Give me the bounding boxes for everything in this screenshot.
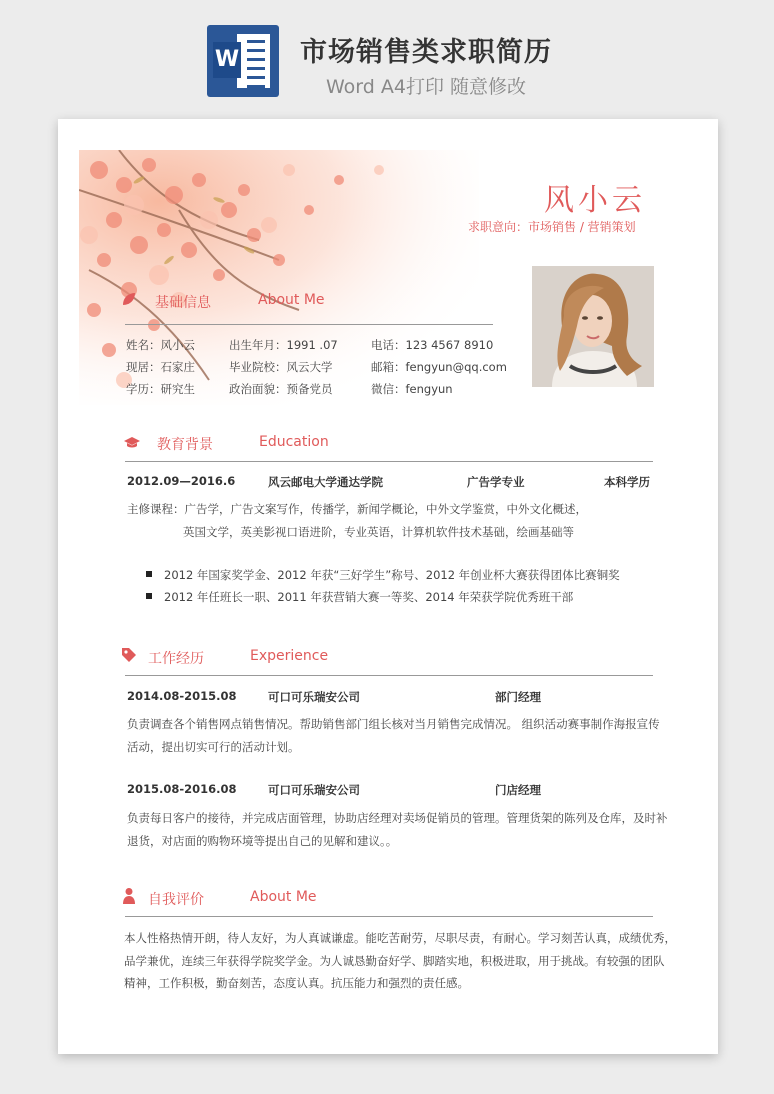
section-title-education: 教育背景 <box>157 437 213 453</box>
section-title-basic: 基础信息 <box>155 295 211 311</box>
graduation-cap-icon <box>123 434 139 450</box>
field-political: 政治面貌：预备党员 <box>229 382 333 396</box>
word-icon <box>207 25 279 97</box>
self-line: 精神，工作积极，勤奋刻苦，态度认真。抗压能力和强烈的责任感。 <box>124 976 469 990</box>
field-phone: 电话：123 4567 8910 <box>371 338 494 352</box>
job-company: 可口可乐瑞安公司 <box>268 690 360 704</box>
leaf-icon <box>121 291 137 307</box>
section-subtitle-education: Education <box>259 434 329 450</box>
section-title-experience: 工作经历 <box>148 651 204 667</box>
job-desc-line1: 负责调查各个销售网点销售情况。帮助销售部门组长核对当月销售完成情况。 组织活动赛事制作海报宣传 <box>127 717 660 731</box>
job-period: 2015.08-2016.08 <box>127 782 237 796</box>
field-residence: 现居：石家庄 <box>126 360 195 374</box>
job-desc-line2: 活动，提出切实可行的活动计划。 <box>127 740 300 754</box>
edu-degree: 本科学历 <box>604 475 650 489</box>
page-subtitle: Word A4打印 随意修改 <box>326 76 527 98</box>
award-item: 2012 年任班长一职、2011 年获营销大赛一等奖、2014 年荣获学院优秀班干部 <box>164 590 574 604</box>
profile-photo <box>532 266 654 387</box>
field-school: 毕业院校：风云大学 <box>229 360 333 374</box>
section-divider <box>125 675 653 676</box>
self-line: 品学兼优，连续三年获得学院奖学金。为人诚恳勤奋好学、脚踏实地，积极进取，用于挑战。有较强的团队 <box>124 954 665 968</box>
edu-major: 广告学专业 <box>467 475 525 489</box>
tag-icon <box>120 646 136 662</box>
page-title: 市场销售类求职简历 <box>300 37 552 68</box>
word-letter: W <box>213 42 241 78</box>
job-period: 2014.08-2015.08 <box>127 689 237 703</box>
edu-courses-line2: 英国文学，英美影视口语进阶，专业英语，计算机软件技术基础，绘画基础等 <box>183 525 574 539</box>
section-divider <box>125 916 653 917</box>
section-divider <box>125 461 653 462</box>
field-wechat: 微信：fengyun <box>371 382 453 396</box>
field-birth: 出生年月：1991 .07 <box>229 338 338 352</box>
edu-school: 风云邮电大学通达学院 <box>268 475 383 489</box>
bullet-icon <box>146 571 152 577</box>
job-company: 可口可乐瑞安公司 <box>268 783 360 797</box>
job-role: 部门经理 <box>495 690 541 704</box>
person-icon <box>121 887 137 903</box>
bullet-icon <box>146 593 152 599</box>
field-name: 姓名：风小云 <box>126 338 195 352</box>
edu-period: 2012.09—2016.6 <box>127 474 236 488</box>
field-education: 学历：研究生 <box>126 382 195 396</box>
job-desc-line2: 退货，对店面的购物环境等提出自己的见解和建议。。 <box>127 834 398 848</box>
candidate-name: 风小云 <box>544 183 646 218</box>
section-divider <box>125 324 493 325</box>
section-subtitle-self: About Me <box>250 889 317 905</box>
job-intent: 求职意向：市场销售 / 营销策划 <box>468 220 636 234</box>
resume-page <box>58 119 718 1054</box>
self-line: 本人性格热情开朗，待人友好，为人真诚谦虚。能吃苦耐劳，尽职尽责，有耐心。学习刻苦认真，成绩优秀， <box>124 931 676 945</box>
section-subtitle-experience: Experience <box>250 648 329 664</box>
section-title-self: 自我评价 <box>148 892 204 908</box>
field-email: 邮箱：fengyun@qq.com <box>371 360 507 374</box>
document-lines-icon <box>237 34 270 88</box>
job-role: 门店经理 <box>495 783 541 797</box>
edu-courses-line1: 主修课程：广告学，广告文案写作，传播学，新闻学概论，中外文学鉴赏，中外文化概述， <box>127 502 587 516</box>
award-item: 2012 年国家奖学金、2012 年获“三好学生”称号、2012 年创业杯大赛获得团体比赛铜奖 <box>164 568 620 582</box>
job-desc-line1: 负责每日客户的接待，并完成店面管理，协助店经理对卖场促销员的管理。管理货架的陈列及仓库，及时补 <box>127 811 668 825</box>
section-subtitle-basic: About Me <box>258 292 325 308</box>
